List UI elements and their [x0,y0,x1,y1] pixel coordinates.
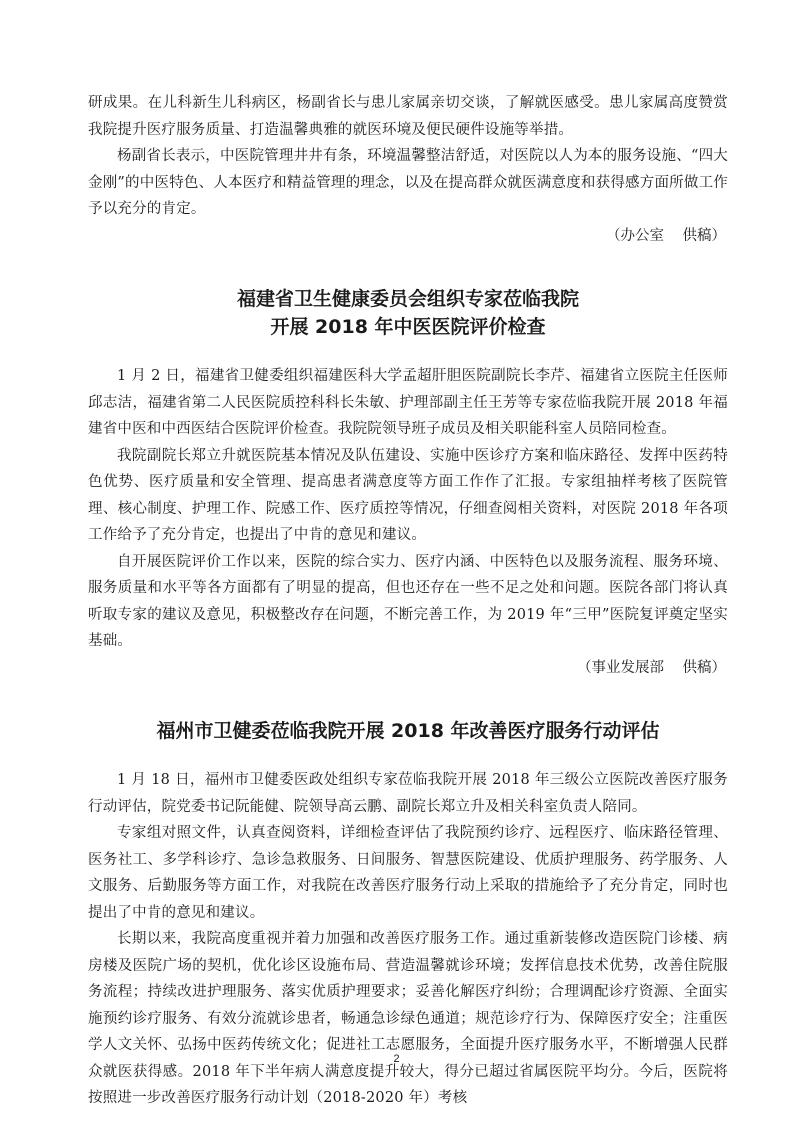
article-1-byline: （事业发展部 供稿） [577,659,726,676]
article-1-paragraph: 1 月 2 日，福建省卫健委组织福建医科大学孟超肝胆医院副院长李芹、福建省立医院主任医师邱志洁，福建省第二人民医院质控科科长朱敏、护理部副主任王芳等专家莅临我院开展 2018 年福建省中医和中西医结合医院评价检查。我院院领导班子成员及相关职能科室人员陪同检查。 [88,368,728,437]
article-1-paragraph: 我院副院长郑立升就医院基本情况及队伍建设、实施中医诊疗方案和临床路径、发挥中医药特色优势、医疗质量和安全管理、提高患者满意度等方面工作作了汇报。专家组抽样考核了医院管理、核心制度、护理工作、院感工作、医疗质控等情况，仔细查阅相关资料，对医院 2018 年各项工作给予了充分肯定，也提出了中肯的意见和建议。 [88,447,728,543]
article-2-paragraph: 长期以来，我院高度重视并着力加强和改善医疗服务工作。通过重新装修改造医院门诊楼、病房楼及医院广场的契机，优化诊区设施布局、营造温馨就诊环境；发挥信息技术优势，改善住院服务流程；持续改进护理服务、落实优质护理要求；妥善化解医疗纠纷；合理调配诊疗资源、全面实施预约诊疗服务、有效分流就诊患者，畅通急诊绿色通道；规范诊疗行为、保障医疗安全；注重医学人文关怀、弘扬中医药传统文化；促进社工志愿服务，全面提升医疗服务水平，不断增强人民群众就医获得感。2018 年下半年病人满意度提升较大，得分已超过省属医院平均分。今后，医院将按照进一步改善医疗服务行动计划（2018-2020 年）考核 [88,931,728,1106]
intro-paragraph: 研成果。在儿科新生儿科病区，杨副省长与患儿家属亲切交谈，了解就医感受。患儿家属高度赞赏我院提升医疗服务质量、打造温馨典雅的就医环境及便民硬件设施等举措。 [88,95,728,138]
article-2-paragraph: 1 月 18 日，福州市卫健委医政处组织专家莅临我院开展 2018 年三级公立医院改善医疗服务行动评估，院党委书记阮能健、院领导高云鹏、副院长郑立升及相关科室负责人陪同。 [88,772,728,815]
intro-byline: （办公室 供稿） [606,227,726,244]
article-1-title [88,285,728,341]
article-1-title-line-2: 开展 2018 年中医医院评价检查 [270,316,546,338]
article-2-title-block [88,717,728,745]
page-number: 2 [393,1053,400,1065]
article-1-title-line-1: 福建省卫生健康委员会组织专家莅临我院 [236,288,579,310]
article-2-paragraph: 专家组对照文件，认真查阅资料，详细检查评估了我院预约诊疗、远程医疗、临床路径管理、医务社工、多学科诊疗、急诊急救服务、日间服务、智慧医院建设、优质护理服务、药学服务、人文服务、后勤服务等方面工作，对我院在改善医疗服务行动上采取的措施给予了充分肯定，同时也提出了中肯的意见和建议。 [88,825,728,921]
article-1-paragraph: 自开展医院评价工作以来，医院的综合实力、医疗内涵、中医特色以及服务流程、服务环境、服务质量和水平等各方面都有了明显的提高，但也还存在一些不足之处和问题。医院各部门将认真听取专家的建议及意见，积极整改存在问题，不断完善工作，为 2019 年“三甲”医院复评奠定坚实基础。 [88,553,728,649]
article-2-title: 福州市卫健委莅临我院开展 2018 年改善医疗服务行动评估 [156,720,660,742]
document-page [88,90,728,1112]
intro-section [88,90,728,249]
article-1 [88,285,728,681]
intro-paragraph: 杨副省长表示，中医院管理井井有条，环境温馨整洁舒适，对医院以人为本的服务设施、“四大金刚”的中医特色、人本医疗和精益管理的理念，以及在提高群众就医满意度和获得感方面所做工作予以充分的肯定。 [88,148,728,217]
